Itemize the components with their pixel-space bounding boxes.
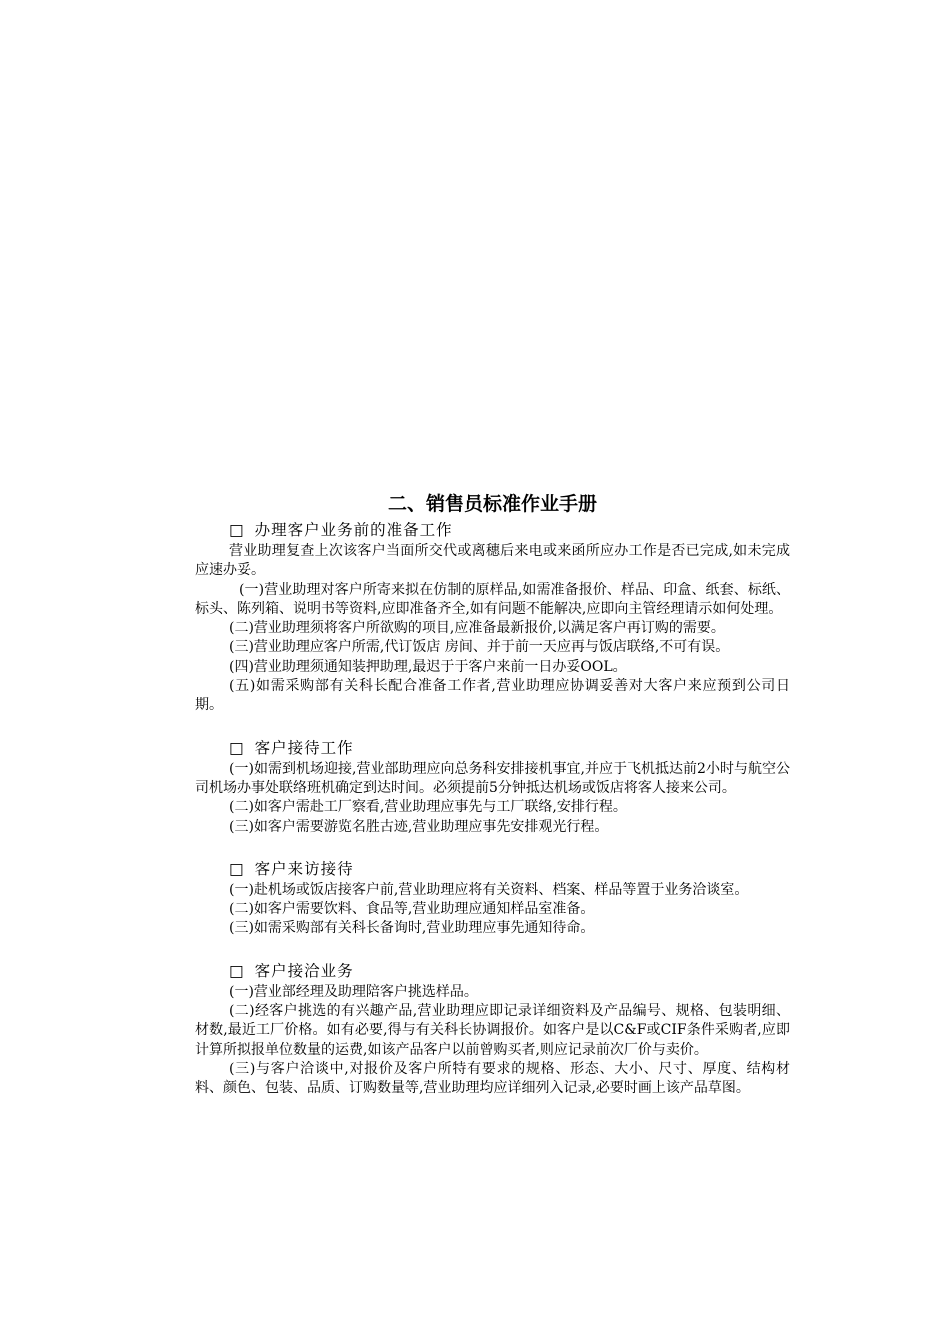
section-gap <box>195 939 790 959</box>
document-title: 二、销售员标准作业手册 <box>387 493 597 515</box>
paragraph: 营业助理复查上次该客户当面所交代或离穗后来电或来函所应办工作是否已完成,如未完成应速办妥。 <box>195 543 790 579</box>
section-heading: □ 客户来访接待 <box>195 857 790 881</box>
section-preparation <box>195 518 790 716</box>
section-heading: □ 客户接洽业务 <box>195 959 790 983</box>
checkbox-icon: □ <box>229 961 245 980</box>
paragraph: (三)如客户需要游览名胜古迹,营业助理应事先安排观光行程。 <box>229 818 609 835</box>
section-gap <box>195 837 790 857</box>
checkbox-icon: □ <box>229 521 245 539</box>
document-page <box>195 490 790 1099</box>
paragraph: (二)营业助理须将客户所欲购的项目,应准备最新报价,以满足客户再订购的需要。 <box>229 620 725 637</box>
paragraph: (三)与客户洽谈中,对报价及客户所特有要求的规格、形态、大小、尺寸、厚度、结构材料、颜色、包装、品质、订购数量等,营业助理均应详细列入记录,必要时画上该产品草图。 <box>195 1060 790 1097</box>
paragraph: (二)如客户需要饮料、食品等,营业助理应通知样品室准备。 <box>229 901 595 918</box>
section-reception <box>195 736 790 837</box>
paragraph: (一)如需到机场迎接,营业部助理应向总务科安排接机事宜,并应于飞机抵达前2小时与航空公司机场办事处联络班机确定到达时间。必须提前5分钟抵达机场或饭店将客人接来公司。 <box>195 760 790 796</box>
paragraph: (三)如需采购部有关科长备询时,营业助理应事先通知待命。 <box>229 920 595 937</box>
paragraph: (五)如需采购部有关科长配合准备工作者,营业助理应协调妥善对大客户来应预到公司日期。 <box>195 678 790 714</box>
section-gap <box>195 716 790 736</box>
section-visit <box>195 857 790 939</box>
paragraph: (一)赴机场或饭店接客户前,营业助理应将有关资料、档案、样品等置于业务洽谈室。 <box>229 881 749 898</box>
paragraph: (三)营业助理应客户所需,代订饭店 房间、并于前一天应再与饭店联络,不可有误。 <box>229 639 730 656</box>
section-business <box>195 959 790 1099</box>
paragraph: (四)营业助理须通知装押助理,最迟于于客户来前一日办妥OOL。 <box>229 658 627 675</box>
checkbox-icon: □ <box>229 859 245 878</box>
paragraph: (一)营业部经理及助理陪客户挑选样品。 <box>229 983 478 1000</box>
checkbox-icon: □ <box>229 738 245 757</box>
paragraph: (一)营业助理对客户所寄来拟在仿制的原样品,如需准备报价、样品、印盒、纸套、标纸、标头、陈列箱、说明书等资料,应即准备齐全,如有问题不能解决,应即向主管经理请示如何处理。 <box>195 581 790 617</box>
paragraph: (二)经客户挑选的有兴趣产品,营业助理应即记录详细资料及产品编号、规格、包装明细、材数,最近工厂价格。如有必要,得与有关科长协调报价。如客户是以C&F或CIF条件采购者,应即计算所拟报单位数量的运费,如该产品客户以前曾购买者,则应记录前次厂价与卖价。 <box>195 1003 790 1058</box>
paragraph: (二)如客户需赴工厂察看,营业助理应事先与工厂联络,安排行程。 <box>229 799 627 816</box>
section-heading: □ 办理客户业务前的准备工作 <box>195 518 790 542</box>
section-heading: □ 客户接待工作 <box>195 736 790 760</box>
